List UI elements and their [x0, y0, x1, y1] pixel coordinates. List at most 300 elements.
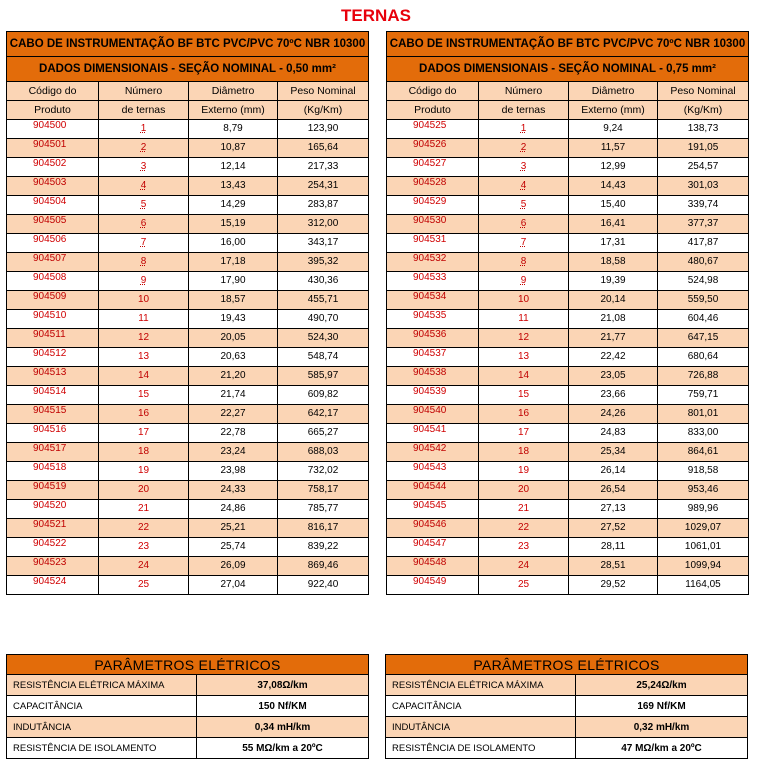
product-code-cell: 904527 — [387, 158, 479, 177]
terna-count-cell: 3 — [99, 158, 189, 177]
weight-cell: 395,32 — [278, 253, 369, 272]
electrical-row — [7, 738, 369, 759]
terna-count-cell: 17 — [479, 424, 569, 443]
col-header-count-sub: de ternas — [479, 101, 569, 120]
diameter-cell: 23,24 — [189, 443, 278, 462]
diameter-cell: 20,14 — [569, 291, 658, 310]
product-code-cell: 904509 — [7, 291, 99, 310]
terna-count-cell: 20 — [479, 481, 569, 500]
weight-cell: 1099,94 — [658, 557, 749, 576]
terna-count-cell: 18 — [99, 443, 189, 462]
table-row — [7, 424, 369, 443]
terna-count-cell: 1 — [99, 120, 189, 139]
diameter-cell: 27,13 — [569, 500, 658, 519]
table-title: CABO DE INSTRUMENTAÇÃO BF BTC PVC/PVC 70ºC NBR 10300 — [7, 32, 369, 57]
table-row — [387, 120, 749, 139]
terna-count-cell: 25 — [99, 576, 189, 595]
weight-cell: 801,01 — [658, 405, 749, 424]
col-header-code-sub: Produto — [387, 101, 479, 120]
diameter-cell: 27,04 — [189, 576, 278, 595]
table-row — [387, 500, 749, 519]
table-row — [7, 158, 369, 177]
product-code-cell: 904517 — [7, 443, 99, 462]
weight-cell: 680,64 — [658, 348, 749, 367]
product-code-cell: 904522 — [7, 538, 99, 557]
terna-count-cell: 24 — [479, 557, 569, 576]
terna-count-cell: 20 — [99, 481, 189, 500]
weight-cell: 726,88 — [658, 367, 749, 386]
parameter-label: INDUTÂNCIA — [7, 717, 197, 738]
parameter-label: RESISTÊNCIA DE ISOLAMENTO — [386, 738, 576, 759]
table-row — [387, 158, 749, 177]
weight-cell: 377,37 — [658, 215, 749, 234]
table-row — [387, 348, 749, 367]
terna-count-cell: 7 — [99, 234, 189, 253]
terna-count-cell: 1 — [479, 120, 569, 139]
product-code-cell: 904540 — [387, 405, 479, 424]
weight-cell: 665,27 — [278, 424, 369, 443]
weight-cell: 165,64 — [278, 139, 369, 158]
product-code-cell: 904514 — [7, 386, 99, 405]
table-row — [387, 196, 749, 215]
diameter-cell: 21,08 — [569, 310, 658, 329]
weight-cell: 816,17 — [278, 519, 369, 538]
electrical-row — [386, 675, 748, 696]
table-row — [387, 177, 749, 196]
product-code-cell: 904512 — [7, 348, 99, 367]
product-code-cell: 904510 — [7, 310, 99, 329]
weight-cell: 989,96 — [658, 500, 749, 519]
diameter-cell: 17,18 — [189, 253, 278, 272]
diameter-cell: 22,42 — [569, 348, 658, 367]
terna-count-cell: 14 — [99, 367, 189, 386]
terna-count-cell: 25 — [479, 576, 569, 595]
electrical-row — [386, 696, 748, 717]
terna-count-cell: 21 — [479, 500, 569, 519]
table-row — [7, 215, 369, 234]
terna-count-cell: 5 — [99, 196, 189, 215]
product-code-cell: 904530 — [387, 215, 479, 234]
table-row — [387, 215, 749, 234]
product-code-cell: 904538 — [387, 367, 479, 386]
weight-cell: 480,67 — [658, 253, 749, 272]
table-row — [7, 348, 369, 367]
spec-table-body — [7, 32, 369, 595]
weight-cell: 585,97 — [278, 367, 369, 386]
diameter-cell: 15,40 — [569, 196, 658, 215]
electrical-header: PARÂMETROS ELÉTRICOS — [386, 655, 748, 675]
product-code-cell: 904521 — [7, 519, 99, 538]
weight-cell: 732,02 — [278, 462, 369, 481]
product-code-cell: 904523 — [7, 557, 99, 576]
parameter-value: 0,32 mH/km — [576, 717, 748, 738]
table-row — [387, 291, 749, 310]
product-code-cell: 904542 — [387, 443, 479, 462]
weight-cell: 254,31 — [278, 177, 369, 196]
terna-count-cell: 24 — [99, 557, 189, 576]
diameter-cell: 25,34 — [569, 443, 658, 462]
parameter-label: INDUTÂNCIA — [386, 717, 576, 738]
col-header-weight-sub: (Kg/Km) — [278, 101, 369, 120]
terna-count-cell: 15 — [479, 386, 569, 405]
weight-cell: 839,22 — [278, 538, 369, 557]
terna-count-cell: 18 — [479, 443, 569, 462]
diameter-cell: 24,83 — [569, 424, 658, 443]
terna-count-cell: 16 — [479, 405, 569, 424]
weight-cell: 864,61 — [658, 443, 749, 462]
electrical-row — [7, 696, 369, 717]
parameter-label: RESISTÊNCIA DE ISOLAMENTO — [7, 738, 197, 759]
product-code-cell: 904534 — [387, 291, 479, 310]
terna-count-cell: 3 — [479, 158, 569, 177]
diameter-cell: 8,79 — [189, 120, 278, 139]
diameter-cell: 23,98 — [189, 462, 278, 481]
product-code-cell: 904518 — [7, 462, 99, 481]
weight-cell: 455,71 — [278, 291, 369, 310]
diameter-cell: 14,43 — [569, 177, 658, 196]
terna-count-cell: 2 — [99, 139, 189, 158]
diameter-cell: 23,05 — [569, 367, 658, 386]
weight-cell: 138,73 — [658, 120, 749, 139]
diameter-cell: 21,77 — [569, 329, 658, 348]
terna-count-cell: 10 — [479, 291, 569, 310]
terna-count-cell: 4 — [99, 177, 189, 196]
terna-count-cell: 6 — [99, 215, 189, 234]
terna-count-cell: 7 — [479, 234, 569, 253]
terna-count-cell: 8 — [99, 253, 189, 272]
table-row — [7, 310, 369, 329]
table-row — [7, 291, 369, 310]
page-title: TERNAS — [341, 6, 411, 25]
table-row — [387, 462, 749, 481]
col-header-weight: Peso Nominal — [278, 82, 369, 101]
table-row — [387, 481, 749, 500]
terna-count-cell: 9 — [479, 272, 569, 291]
weight-cell: 548,74 — [278, 348, 369, 367]
weight-cell: 490,70 — [278, 310, 369, 329]
product-code-cell: 904536 — [387, 329, 479, 348]
spec-table-075 — [386, 31, 749, 595]
diameter-cell: 9,24 — [569, 120, 658, 139]
weight-cell: 301,03 — [658, 177, 749, 196]
diameter-cell: 25,21 — [189, 519, 278, 538]
product-code-cell: 904503 — [7, 177, 99, 196]
diameter-cell: 10,87 — [189, 139, 278, 158]
parameter-value: 25,24Ω/km — [576, 675, 748, 696]
terna-count-cell: 23 — [99, 538, 189, 557]
table-row — [387, 424, 749, 443]
weight-cell: 417,87 — [658, 234, 749, 253]
product-code-cell: 904531 — [387, 234, 479, 253]
product-code-cell: 904535 — [387, 310, 479, 329]
table-row — [387, 443, 749, 462]
parameter-value: 37,08Ω/km — [197, 675, 369, 696]
weight-cell: 430,36 — [278, 272, 369, 291]
weight-cell: 217,33 — [278, 158, 369, 177]
diameter-cell: 26,14 — [569, 462, 658, 481]
diameter-cell: 13,43 — [189, 177, 278, 196]
weight-cell: 343,17 — [278, 234, 369, 253]
diameter-cell: 20,63 — [189, 348, 278, 367]
col-header-code: Código do — [7, 82, 99, 101]
weight-cell: 604,46 — [658, 310, 749, 329]
table-title: CABO DE INSTRUMENTAÇÃO BF BTC PVC/PVC 70ºC NBR 10300 — [387, 32, 749, 57]
col-header-diameter-sub: Externo (mm) — [569, 101, 658, 120]
electrical-row — [7, 717, 369, 738]
product-code-cell: 904505 — [7, 215, 99, 234]
terna-count-cell: 12 — [479, 329, 569, 348]
diameter-cell: 25,74 — [189, 538, 278, 557]
table-row — [387, 329, 749, 348]
spec-table-050 — [6, 31, 369, 595]
electrical-row — [386, 738, 748, 759]
parameter-value: 55 MΩ/km a 20ºC — [197, 738, 369, 759]
weight-cell: 647,15 — [658, 329, 749, 348]
terna-count-cell: 16 — [99, 405, 189, 424]
product-code-cell: 904526 — [387, 139, 479, 158]
product-code-cell: 904533 — [387, 272, 479, 291]
weight-cell: 283,87 — [278, 196, 369, 215]
terna-count-cell: 2 — [479, 139, 569, 158]
product-code-cell: 904506 — [7, 234, 99, 253]
diameter-cell: 19,39 — [569, 272, 658, 291]
terna-count-cell: 22 — [99, 519, 189, 538]
table-row — [387, 139, 749, 158]
weight-cell: 191,05 — [658, 139, 749, 158]
weight-cell: 953,46 — [658, 481, 749, 500]
table-row — [387, 310, 749, 329]
weight-cell: 922,40 — [278, 576, 369, 595]
table-row — [7, 405, 369, 424]
weight-cell: 869,46 — [278, 557, 369, 576]
weight-cell: 524,98 — [658, 272, 749, 291]
product-code-cell: 904546 — [387, 519, 479, 538]
diameter-cell: 21,20 — [189, 367, 278, 386]
diameter-cell: 26,54 — [569, 481, 658, 500]
diameter-cell: 19,43 — [189, 310, 278, 329]
diameter-cell: 28,51 — [569, 557, 658, 576]
terna-count-cell: 21 — [99, 500, 189, 519]
terna-count-cell: 13 — [99, 348, 189, 367]
table-row — [7, 538, 369, 557]
diameter-cell: 24,33 — [189, 481, 278, 500]
col-header-count: Número — [479, 82, 569, 101]
diameter-cell: 27,52 — [569, 519, 658, 538]
product-code-cell: 904528 — [387, 177, 479, 196]
product-code-cell: 904529 — [387, 196, 479, 215]
table-row — [387, 538, 749, 557]
product-code-cell: 904543 — [387, 462, 479, 481]
product-code-cell: 904500 — [7, 120, 99, 139]
product-code-cell: 904501 — [7, 139, 99, 158]
terna-count-cell: 4 — [479, 177, 569, 196]
parameter-label: CAPACITÂNCIA — [7, 696, 197, 717]
weight-cell: 123,90 — [278, 120, 369, 139]
product-code-cell: 904537 — [387, 348, 479, 367]
weight-cell: 759,71 — [658, 386, 749, 405]
table-row — [387, 367, 749, 386]
parameter-label: RESISTÊNCIA ELÉTRICA MÁXIMA — [7, 675, 197, 696]
weight-cell: 758,17 — [278, 481, 369, 500]
parameter-label: RESISTÊNCIA ELÉTRICA MÁXIMA — [386, 675, 576, 696]
table-row — [7, 234, 369, 253]
table-row — [7, 367, 369, 386]
weight-cell: 312,00 — [278, 215, 369, 234]
terna-count-cell: 23 — [479, 538, 569, 557]
diameter-cell: 26,09 — [189, 557, 278, 576]
diameter-cell: 28,11 — [569, 538, 658, 557]
col-header-diameter: Diâmetro — [189, 82, 278, 101]
terna-count-cell: 11 — [479, 310, 569, 329]
diameter-cell: 14,29 — [189, 196, 278, 215]
diameter-cell: 22,78 — [189, 424, 278, 443]
terna-count-cell: 14 — [479, 367, 569, 386]
product-code-cell: 904504 — [7, 196, 99, 215]
diameter-cell: 24,86 — [189, 500, 278, 519]
electrical-header: PARÂMETROS ELÉTRICOS — [7, 655, 369, 675]
terna-count-cell: 8 — [479, 253, 569, 272]
product-code-cell: 904515 — [7, 405, 99, 424]
diameter-cell: 12,14 — [189, 158, 278, 177]
diameter-cell: 12,99 — [569, 158, 658, 177]
table-row — [387, 405, 749, 424]
diameter-cell: 20,05 — [189, 329, 278, 348]
electrical-row — [386, 717, 748, 738]
diameter-cell: 22,27 — [189, 405, 278, 424]
spec-table-body — [387, 32, 749, 595]
product-code-cell: 904548 — [387, 557, 479, 576]
col-header-diameter-sub: Externo (mm) — [189, 101, 278, 120]
weight-cell: 688,03 — [278, 443, 369, 462]
col-header-count: Número — [99, 82, 189, 101]
diameter-cell: 21,74 — [189, 386, 278, 405]
parameter-value: 0,34 mH/km — [197, 717, 369, 738]
terna-count-cell: 22 — [479, 519, 569, 538]
table-row — [387, 386, 749, 405]
terna-count-cell: 11 — [99, 310, 189, 329]
product-code-cell: 904541 — [387, 424, 479, 443]
diameter-cell: 16,41 — [569, 215, 658, 234]
table-row — [7, 500, 369, 519]
diameter-cell: 17,31 — [569, 234, 658, 253]
electrical-row — [7, 675, 369, 696]
table-row — [7, 557, 369, 576]
col-header-weight: Peso Nominal — [658, 82, 749, 101]
terna-count-cell: 19 — [99, 462, 189, 481]
diameter-cell: 23,66 — [569, 386, 658, 405]
table-subtitle: DADOS DIMENSIONAIS - SEÇÃO NOMINAL - 0,50 mm² — [7, 57, 369, 82]
electrical-params-075 — [385, 654, 748, 759]
weight-cell: 1061,01 — [658, 538, 749, 557]
table-row — [7, 329, 369, 348]
product-code-cell: 904519 — [7, 481, 99, 500]
terna-count-cell: 12 — [99, 329, 189, 348]
table-subtitle: DADOS DIMENSIONAIS - SEÇÃO NOMINAL - 0,75 mm² — [387, 57, 749, 82]
weight-cell: 524,30 — [278, 329, 369, 348]
product-code-cell: 904525 — [387, 120, 479, 139]
electrical-params-050 — [6, 654, 369, 759]
product-code-cell: 904507 — [7, 253, 99, 272]
table-row — [7, 139, 369, 158]
table-row — [7, 253, 369, 272]
table-row — [387, 253, 749, 272]
product-code-cell: 904508 — [7, 272, 99, 291]
col-header-code: Código do — [387, 82, 479, 101]
terna-count-cell: 9 — [99, 272, 189, 291]
diameter-cell: 17,90 — [189, 272, 278, 291]
table-row — [7, 272, 369, 291]
product-code-cell: 904511 — [7, 329, 99, 348]
diameter-cell: 16,00 — [189, 234, 278, 253]
table-row — [7, 481, 369, 500]
terna-count-cell: 5 — [479, 196, 569, 215]
table-row — [7, 462, 369, 481]
terna-count-cell: 19 — [479, 462, 569, 481]
weight-cell: 785,77 — [278, 500, 369, 519]
product-code-cell: 904502 — [7, 158, 99, 177]
terna-count-cell: 15 — [99, 386, 189, 405]
product-code-cell: 904547 — [387, 538, 479, 557]
product-code-cell: 904532 — [387, 253, 479, 272]
product-code-cell: 904513 — [7, 367, 99, 386]
table-row — [7, 120, 369, 139]
terna-count-cell: 10 — [99, 291, 189, 310]
weight-cell: 1164,05 — [658, 576, 749, 595]
terna-count-cell: 6 — [479, 215, 569, 234]
parameter-value: 47 MΩ/km a 20ºC — [576, 738, 748, 759]
product-code-cell: 904539 — [387, 386, 479, 405]
table-row — [7, 519, 369, 538]
product-code-cell: 904545 — [387, 500, 479, 519]
table-row — [387, 576, 749, 595]
parameter-label: CAPACITÂNCIA — [386, 696, 576, 717]
product-code-cell: 904516 — [7, 424, 99, 443]
table-row — [387, 519, 749, 538]
weight-cell: 642,17 — [278, 405, 369, 424]
product-code-cell: 904524 — [7, 576, 99, 595]
diameter-cell: 11,57 — [569, 139, 658, 158]
diameter-cell: 18,58 — [569, 253, 658, 272]
table-row — [387, 272, 749, 291]
col-header-weight-sub: (Kg/Km) — [658, 101, 749, 120]
weight-cell: 339,74 — [658, 196, 749, 215]
diameter-cell: 24,26 — [569, 405, 658, 424]
table-row — [387, 234, 749, 253]
table-row — [7, 196, 369, 215]
col-header-diameter: Diâmetro — [569, 82, 658, 101]
table-row — [387, 557, 749, 576]
col-header-count-sub: de ternas — [99, 101, 189, 120]
product-code-cell: 904520 — [7, 500, 99, 519]
weight-cell: 254,57 — [658, 158, 749, 177]
product-code-cell: 904544 — [387, 481, 479, 500]
product-code-cell: 904549 — [387, 576, 479, 595]
table-row — [7, 177, 369, 196]
table-row — [7, 576, 369, 595]
terna-count-cell: 13 — [479, 348, 569, 367]
parameter-value: 150 Nf/KM — [197, 696, 369, 717]
weight-cell: 559,50 — [658, 291, 749, 310]
table-row — [7, 443, 369, 462]
weight-cell: 918,58 — [658, 462, 749, 481]
table-row — [7, 386, 369, 405]
diameter-cell: 15,19 — [189, 215, 278, 234]
diameter-cell: 29,52 — [569, 576, 658, 595]
weight-cell: 833,00 — [658, 424, 749, 443]
parameter-value: 169 Nf/KM — [576, 696, 748, 717]
weight-cell: 609,82 — [278, 386, 369, 405]
weight-cell: 1029,07 — [658, 519, 749, 538]
